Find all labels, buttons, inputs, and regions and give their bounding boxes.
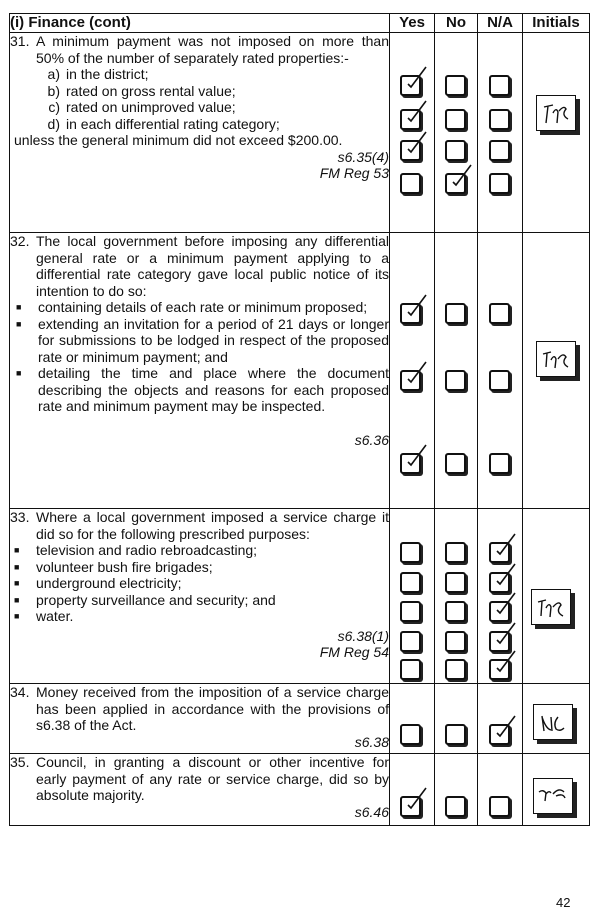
checkbox-na[interactable] (489, 601, 510, 622)
bullet-item: ■ detailing the time and place where the document describing the objects and reasons for each proposed rate and minimum payment may be inspected. (16, 365, 389, 414)
initials-signature (533, 704, 573, 740)
yes-cell (390, 509, 435, 684)
checkbox-na[interactable] (489, 572, 510, 593)
legislation-ref: s6.36 (354, 431, 389, 448)
bullet-list (10, 299, 389, 415)
sub-item: d) in each differential rating category; (47, 115, 280, 132)
sub-item: c) rated on unimproved value; (48, 99, 236, 115)
bullet-list (10, 542, 389, 625)
question-row-33 (10, 509, 590, 684)
checkbox-na[interactable] (489, 453, 510, 474)
bullet-item: ■ underground electricity; (14, 575, 182, 591)
legislation-ref: s6.46 (354, 803, 389, 820)
checkbox-na[interactable] (489, 724, 510, 745)
question-35 (10, 754, 390, 826)
question-text: Council, in granting a discount or other incentive for early payment of any rate or service charge, did so by absolute majority. (36, 754, 389, 803)
checkbox-no[interactable] (445, 109, 466, 130)
yes-cell (390, 33, 435, 233)
checkbox-no[interactable] (445, 75, 466, 96)
initials-cell (523, 33, 590, 233)
question-text: A minimum payment was not imposed on more than 50% of the number of separately rated properties:- (36, 33, 389, 66)
question-31 (10, 33, 390, 233)
na-cell (478, 33, 523, 233)
bullet-item: ■ volunteer bush fire brigades; (14, 558, 213, 575)
initials-cell (523, 754, 590, 826)
no-cell (435, 509, 478, 684)
initials-cell (523, 509, 590, 684)
question-34 (10, 684, 390, 754)
checkbox-no[interactable] (445, 659, 466, 680)
question-number: 35. (10, 754, 30, 770)
checkbox-yes[interactable] (400, 370, 421, 391)
check-mark-icon (407, 360, 427, 384)
check-mark-icon (496, 649, 516, 673)
checkbox-na[interactable] (489, 659, 510, 680)
checkbox-yes[interactable] (400, 140, 421, 161)
check-mark-icon (407, 99, 427, 123)
question-text: Where a local government imposed a service charge it did so for the following prescribed purposes: (36, 509, 389, 542)
check-mark-icon (496, 532, 516, 556)
checkbox-no[interactable] (445, 572, 466, 593)
question-row-34 (10, 684, 590, 754)
check-mark-icon (496, 714, 516, 738)
question-row-31 (10, 33, 590, 233)
checkbox-yes[interactable] (400, 453, 421, 474)
bullet-item: ■ television and radio rebroadcasting; (14, 542, 258, 558)
question-text: Money received from the imposition of a service charge has been applied in accordance with the provisions of s6.38 of the Act. (36, 684, 389, 733)
question-row-32 (10, 233, 590, 509)
checkbox-yes[interactable] (400, 796, 421, 817)
question-number: 33. (10, 509, 30, 525)
check-mark-icon (407, 130, 427, 154)
initials-cell (523, 684, 590, 754)
page-number: 42 (556, 895, 571, 910)
checkbox-na[interactable] (489, 370, 510, 391)
no-cell (435, 233, 478, 509)
na-cell (478, 754, 523, 826)
checkbox-yes[interactable] (400, 724, 421, 745)
check-mark-icon (496, 591, 516, 615)
checkbox-no[interactable] (445, 303, 466, 324)
legislation-ref: s6.38 (354, 733, 389, 750)
check-mark-icon (496, 562, 516, 586)
no-cell (435, 754, 478, 826)
checkbox-yes[interactable] (400, 631, 421, 652)
initials-cell (523, 233, 590, 509)
legislation-ref: s6.35(4) (337, 148, 389, 165)
yes-header: Yes (390, 14, 435, 33)
checkbox-no[interactable] (445, 796, 466, 817)
no-header: No (435, 14, 478, 33)
checkbox-no[interactable] (445, 173, 466, 194)
header-row (10, 14, 590, 33)
check-mark-icon (496, 621, 516, 645)
initials-header: Initials (523, 14, 590, 33)
check-mark-icon (407, 65, 427, 89)
initials-signature (536, 95, 576, 131)
checkbox-no[interactable] (445, 453, 466, 474)
no-cell (435, 33, 478, 233)
na-cell (478, 684, 523, 754)
legislation-ref: FM Reg 53 (319, 165, 389, 181)
question-number: 34. (10, 684, 30, 700)
initials-signature (533, 778, 573, 814)
checkbox-no[interactable] (445, 370, 466, 391)
check-mark-icon (407, 443, 427, 467)
checkbox-na[interactable] (489, 542, 510, 563)
check-mark-icon (407, 293, 427, 317)
checkbox-yes[interactable] (400, 659, 421, 680)
yes-cell (390, 684, 435, 754)
question-number: 32. (10, 233, 30, 249)
checklist-table (9, 13, 590, 826)
check-mark-icon (407, 786, 427, 810)
checkbox-no[interactable] (445, 601, 466, 622)
section-title: (i) Finance (cont) (10, 14, 390, 33)
bullet-item: ■ extending an invitation for a period of 21 days or longer for submissions to be lodged in respect of the proposed rate or minimum payment; and (16, 315, 389, 365)
checkbox-yes[interactable] (400, 303, 421, 324)
checkbox-na[interactable] (489, 303, 510, 324)
condition-text: unless the general minimum did not exceed $200.00. (14, 132, 343, 148)
checkbox-yes[interactable] (400, 601, 421, 622)
question-32 (10, 233, 390, 509)
checkbox-na[interactable] (489, 109, 510, 130)
sub-item-list (10, 66, 389, 132)
yes-cell (390, 233, 435, 509)
legislation-ref: FM Reg 54 (319, 644, 389, 660)
check-mark-icon (452, 163, 472, 187)
bullet-item: ■ water. (14, 608, 74, 624)
yes-cell (390, 754, 435, 826)
checkbox-na[interactable] (489, 796, 510, 817)
bullet-item: ■ containing details of each rate or minimum proposed; (16, 299, 368, 315)
checkbox-yes[interactable] (400, 542, 421, 563)
checkbox-na[interactable] (489, 173, 510, 194)
initials-signature (536, 341, 576, 377)
bullet-item: ■ property surveillance and security; and (14, 591, 276, 608)
legislation-ref: s6.38(1) (337, 627, 389, 644)
question-row-35 (10, 754, 590, 826)
initials-signature (531, 589, 571, 625)
checkbox-no[interactable] (445, 631, 466, 652)
checkbox-no[interactable] (445, 724, 466, 745)
question-33 (10, 509, 390, 684)
checkbox-no[interactable] (445, 542, 466, 563)
checkbox-yes[interactable] (400, 173, 421, 194)
checkbox-no[interactable] (445, 140, 466, 161)
na-cell (478, 233, 523, 509)
na-header: N/A (478, 14, 523, 33)
sub-item: b) rated on gross rental value; (47, 82, 236, 99)
sub-item: a) in the district; (47, 66, 149, 82)
question-number: 31. (10, 33, 30, 49)
checkbox-yes[interactable] (400, 572, 421, 593)
question-text: The local government before imposing any differential general rate or a minimum payment applying to a differential rate category gave local public notice of its intention to do so: (36, 233, 389, 299)
no-cell (435, 684, 478, 754)
checkbox-yes[interactable] (400, 75, 421, 96)
checkbox-na[interactable] (489, 75, 510, 96)
checkbox-na[interactable] (489, 140, 510, 161)
checkbox-yes[interactable] (400, 109, 421, 130)
na-cell (478, 509, 523, 684)
